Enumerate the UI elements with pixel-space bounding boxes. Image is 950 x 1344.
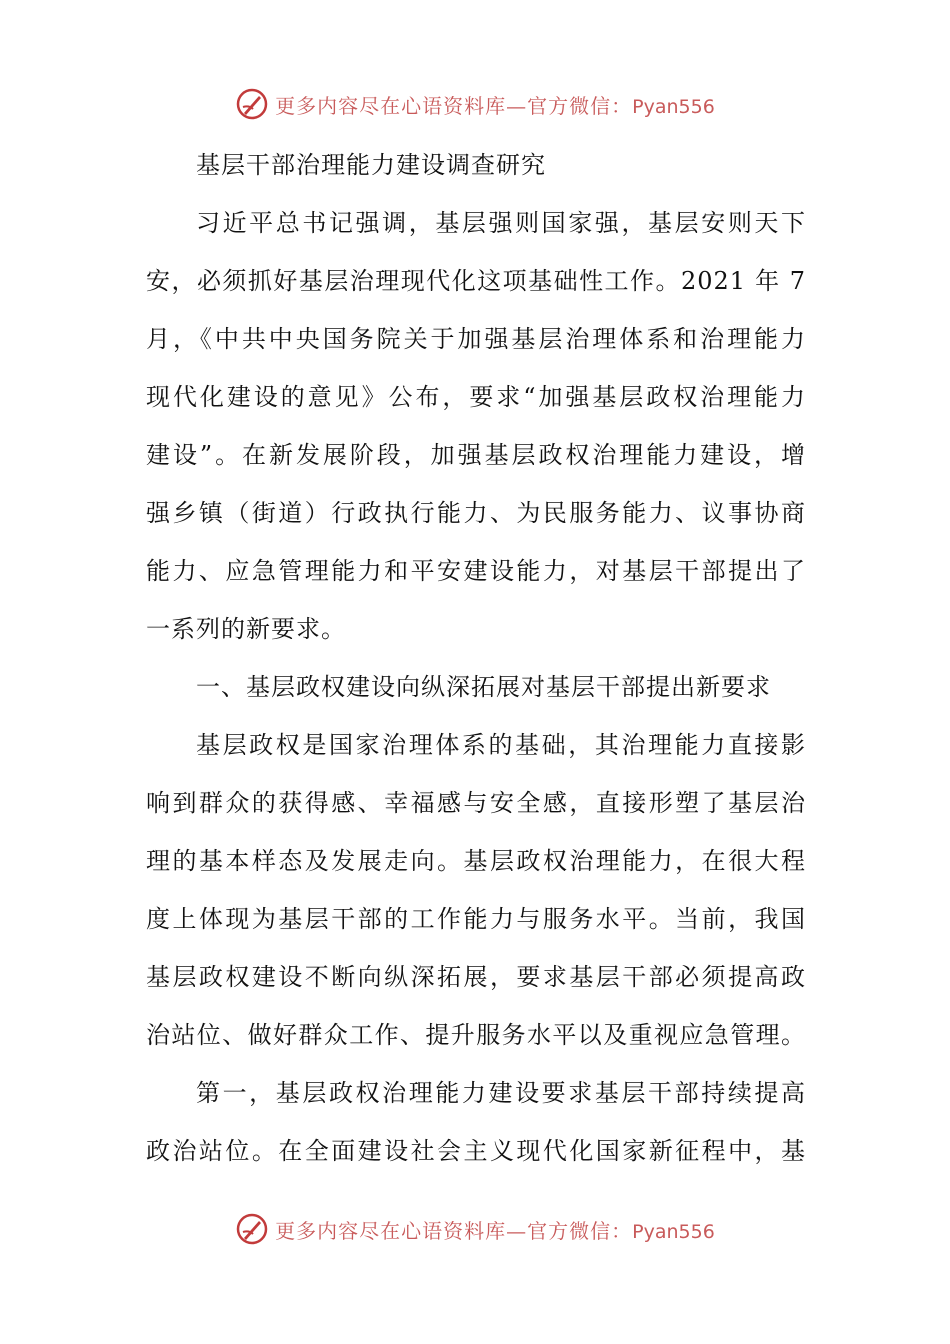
text-line: 能力、应急管理能力和平安建设能力，对基层干部提出了	[146, 557, 806, 585]
quill-logo-icon	[235, 1212, 269, 1246]
header-watermark-banner	[0, 84, 950, 124]
text-line: 治站位、做好群众工作、提升服务水平以及重视应急管理。	[146, 1021, 806, 1049]
text-line: 第一，基层政权治理能力建设要求基层干部持续提高	[196, 1079, 806, 1107]
text-line: 强乡镇（街道）行政执行能力、为民服务能力、议事协商	[146, 499, 806, 527]
document-title: 基层干部治理能力建设调查研究	[196, 151, 546, 179]
text-line: 现代化建设的意见》公布，要求“加强基层政权治理能力	[146, 383, 806, 411]
footer-watermark-handle: Pyan556	[632, 1220, 715, 1243]
document-paragraphs	[146, 194, 806, 1180]
header-watermark-handle: Pyan556	[632, 95, 715, 118]
quill-logo-icon	[235, 87, 269, 121]
text-line: 建设”。在新发展阶段，加强基层政权治理能力建设，增	[146, 441, 806, 469]
text-line: 响到群众的获得感、幸福感与安全感，直接形塑了基层治	[146, 789, 806, 817]
text-line: 月，《中共中央国务院关于加强基层治理体系和治理能力	[146, 325, 806, 353]
footer-watermark-text: 更多内容尽在心语资料库—官方微信：Pyan556	[275, 1218, 715, 1243]
text-line: 度上体现为基层干部的工作能力与服务水平。当前，我国	[146, 905, 806, 933]
text-line: 一系列的新要求。	[146, 615, 346, 643]
text-line: 基层政权建设不断向纵深拓展，要求基层干部必须提高政	[146, 963, 806, 991]
text-line: 一、基层政权建设向纵深拓展对基层干部提出新要求	[196, 673, 771, 701]
text-line: 基层政权是国家治理体系的基础，其治理能力直接影	[196, 731, 806, 759]
text-line: 安，必须抓好基层治理现代化这项基础性工作。2021 年 7	[146, 267, 806, 295]
text-line: 政治站位。在全面建设社会主义现代化国家新征程中，基	[146, 1137, 806, 1165]
text-line: 习近平总书记强调，基层强则国家强，基层安则天下	[196, 209, 806, 237]
document-body	[146, 136, 806, 1180]
header-watermark-text: 更多内容尽在心语资料库—官方微信：Pyan556	[275, 93, 715, 118]
text-line: 理的基本样态及发展走向。基层政权治理能力，在很大程	[146, 847, 806, 875]
footer-watermark-banner	[0, 1209, 950, 1249]
